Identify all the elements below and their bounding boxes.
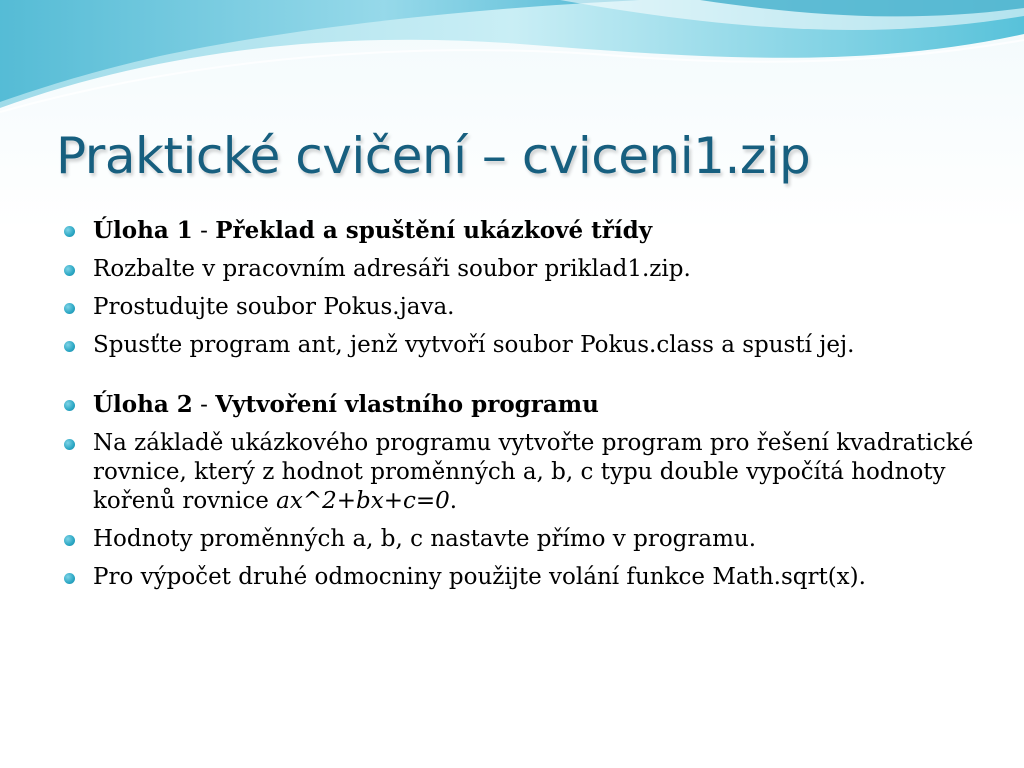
- bullet-icon: [64, 439, 75, 450]
- list-item-text: Hodnoty proměnných a, b, c nastavte přímo v programu.: [93, 526, 757, 552]
- task-label: Úloha 2: [93, 391, 193, 418]
- bullet-list: [60, 216, 990, 601]
- task-separator: -: [192, 218, 216, 244]
- list-item-text: Pro výpočet druhé odmocniny použijte volání funkce Math.sqrt(x).: [93, 564, 866, 590]
- bullet-icon: [64, 573, 75, 584]
- list-item: [60, 255, 990, 284]
- list-item: [60, 563, 990, 592]
- bullet-icon: [64, 303, 75, 314]
- task-label: Úloha 1: [93, 217, 193, 244]
- list-item: [60, 293, 990, 322]
- page-title: Praktické cvičení – cviceni1.zip: [56, 127, 811, 185]
- bullet-icon: [64, 265, 75, 276]
- bullet-icon: [64, 341, 75, 352]
- list-item-suffix: .: [449, 488, 458, 514]
- bullet-icon: [64, 226, 75, 237]
- list-item: [60, 331, 990, 360]
- task-heading: Vytvoření vlastního programu: [215, 391, 599, 418]
- equation: ax^2+bx+c=0: [276, 488, 450, 514]
- list-item: [60, 429, 990, 516]
- list-item: [60, 216, 990, 246]
- task-heading: Překlad a spuštění ukázkové třídy: [215, 217, 653, 244]
- list-item-text: Prostudujte soubor Pokus.java.: [93, 294, 455, 320]
- list-item-text: Na základě ukázkového programu vytvořte program pro řešení kvadratické rovnice, který z hodnot proměnných a, b, c typu double vypočítá hodnoty kořenů rovnice: [93, 430, 974, 514]
- bullet-icon: [64, 400, 75, 411]
- list-item: [60, 525, 990, 554]
- bullet-icon: [64, 535, 75, 546]
- list-item-text: Spusťte program ant, jenž vytvoří soubor Pokus.class a spustí jej.: [93, 332, 855, 358]
- task-separator: -: [192, 392, 216, 418]
- list-item-text: Rozbalte v pracovním adresáři soubor priklad1.zip.: [93, 256, 691, 282]
- list-item: [60, 390, 990, 420]
